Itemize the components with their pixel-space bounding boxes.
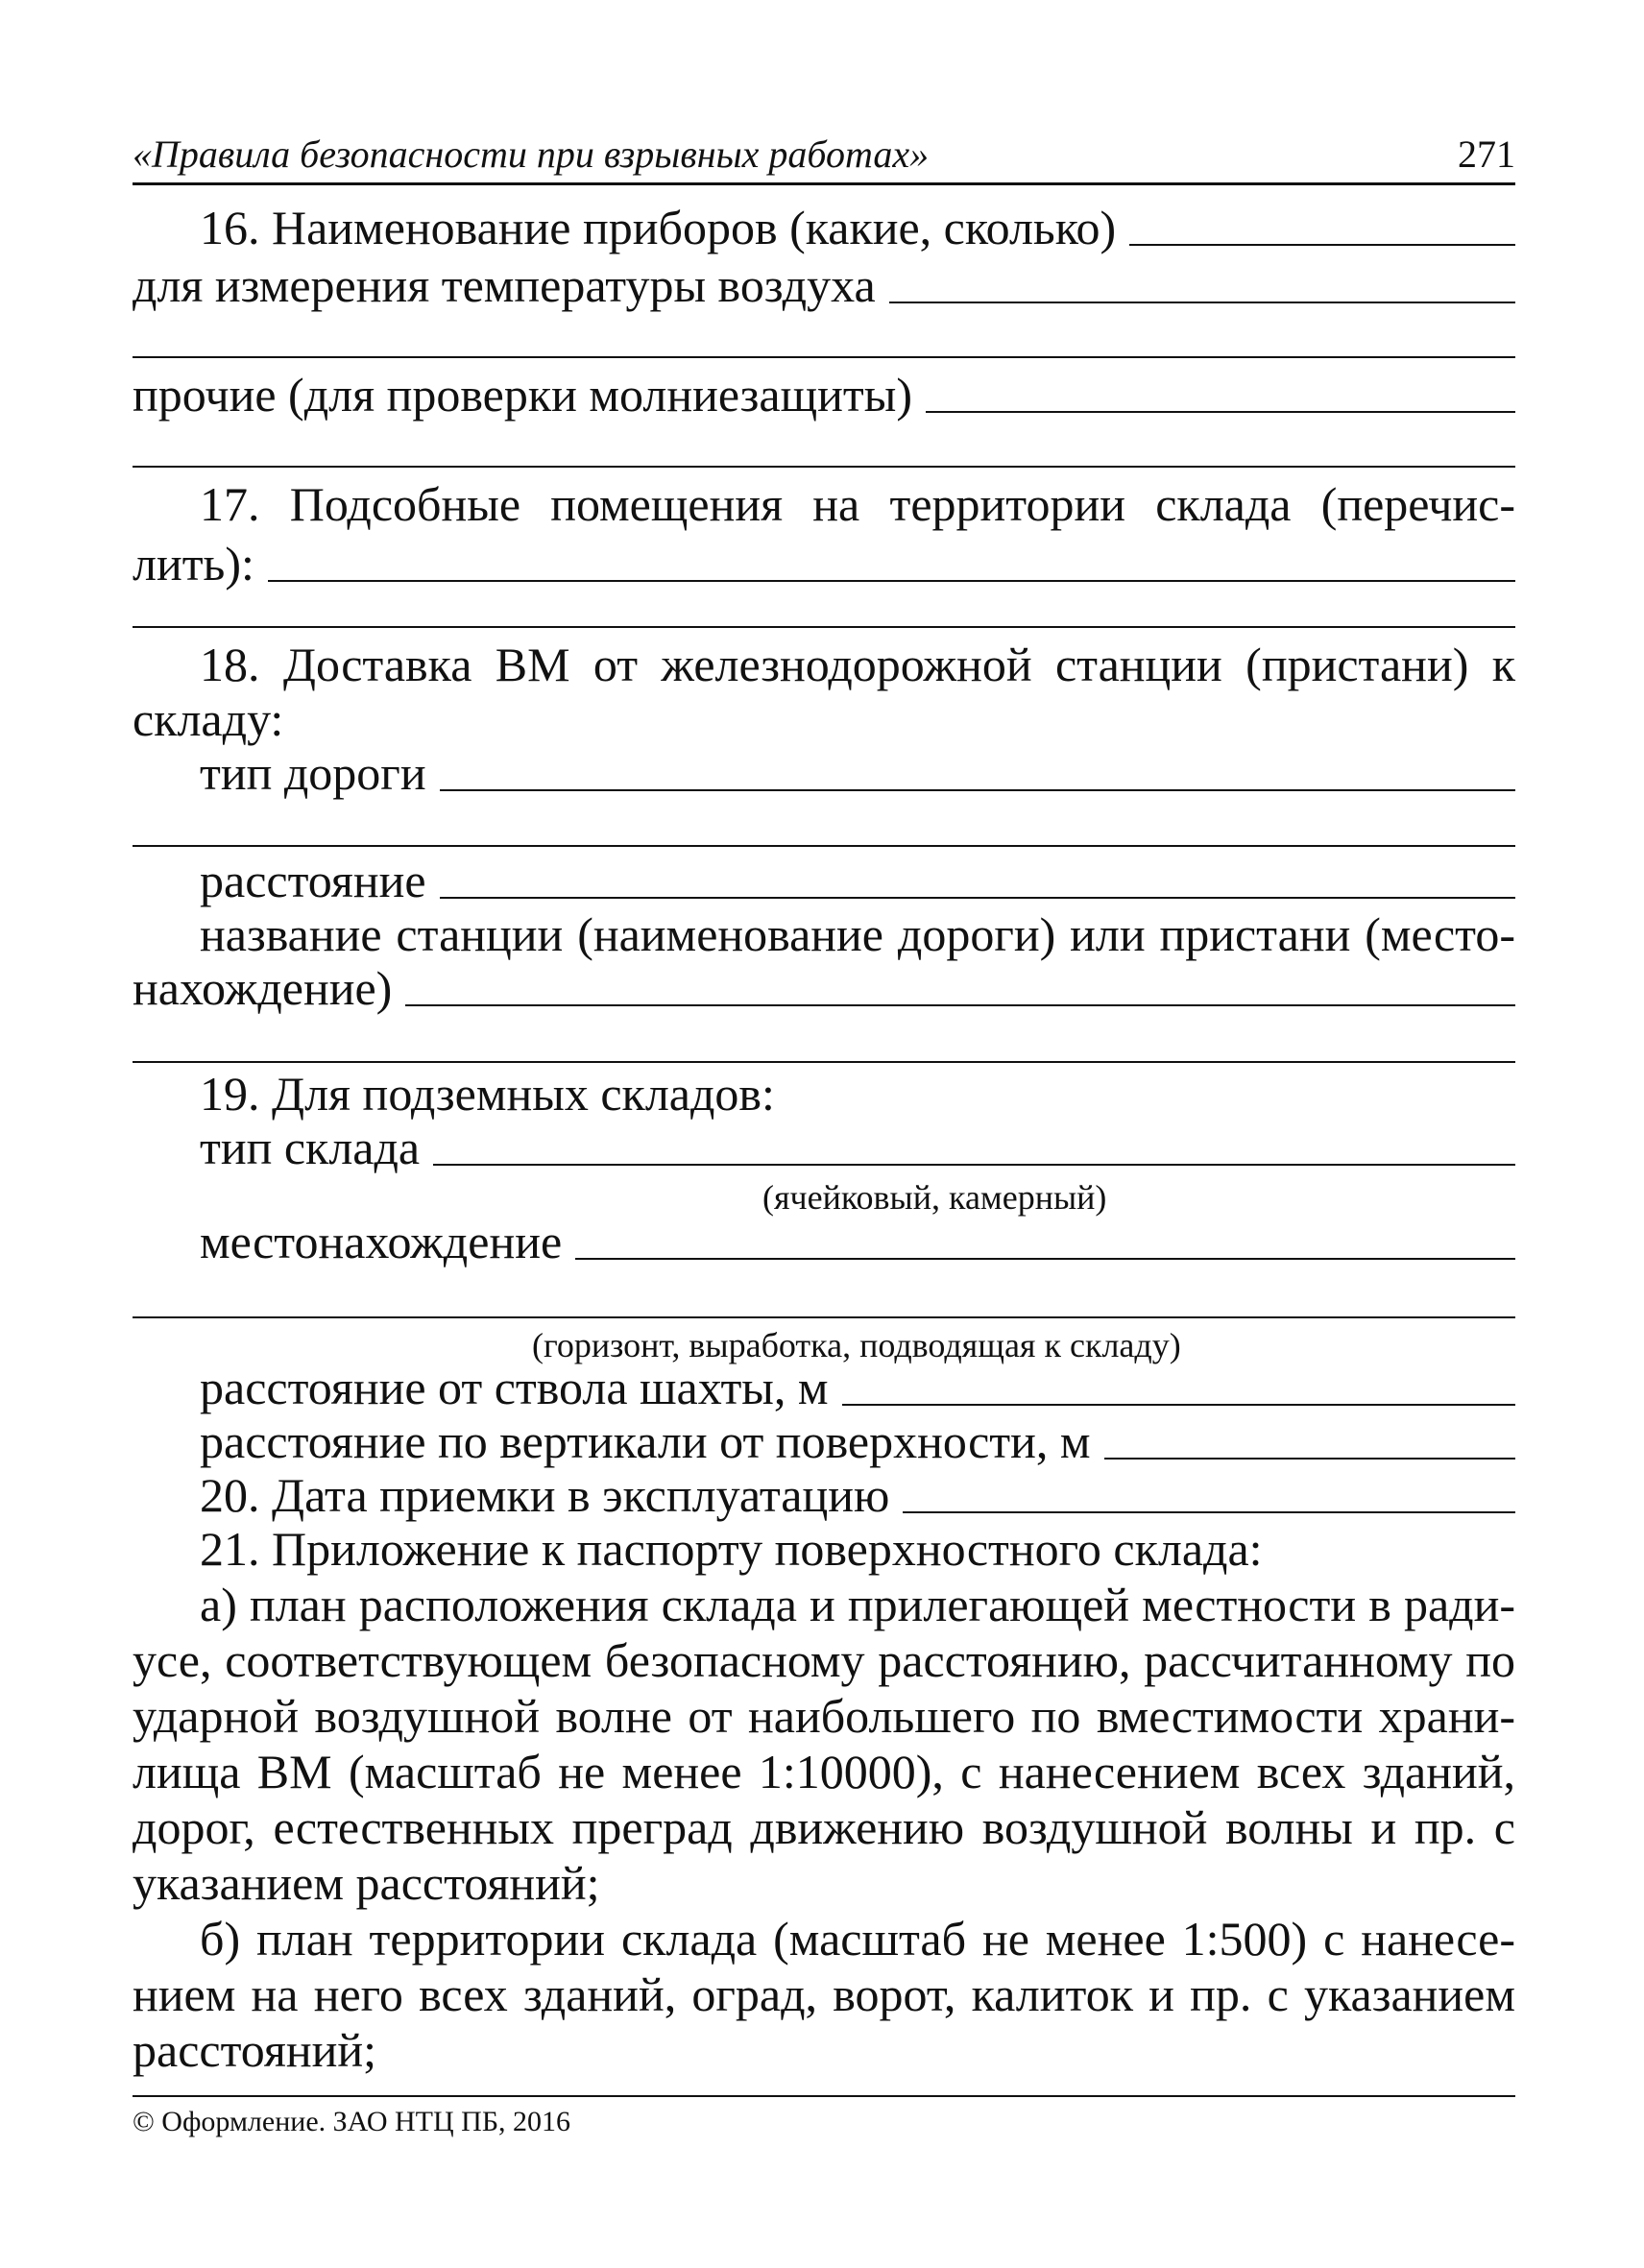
fill-blank[interactable] — [133, 356, 1515, 358]
header-title: «Правила безопасности при взрывных работах» — [133, 133, 930, 176]
fill-blank[interactable] — [433, 1164, 1515, 1166]
item-20-line — [133, 1469, 1515, 1523]
item-16-other-line — [133, 369, 1515, 422]
item-21a-line4 — [133, 1746, 1515, 1799]
fill-blank[interactable] — [1104, 1458, 1515, 1460]
item-18-distance-label: расстояние — [200, 854, 426, 907]
item-19-vertical-label: расстояние по вертикали от поверхности, м — [200, 1414, 1091, 1468]
fill-blank[interactable] — [405, 1004, 1515, 1006]
item-19-shaft-label: расстояние от ствола шахты, м — [200, 1361, 829, 1414]
fill-blank[interactable] — [889, 302, 1515, 303]
item-21a-text: лища ВМ (масштаб не менее 1:10000), с нанесением всех зданий, — [133, 1745, 1515, 1798]
running-header — [133, 127, 1515, 185]
item-19-location-line — [133, 1216, 1515, 1269]
item-18-station-label-cont: нахождение) — [133, 961, 393, 1015]
item-19-type-line — [133, 1122, 1515, 1175]
footer-divider — [133, 2095, 1515, 2097]
fill-blank[interactable] — [133, 1061, 1515, 1063]
item-19-line — [133, 1068, 1515, 1122]
item-19-location-caption: (горизонт, выработка, подводящая к складу) — [532, 1326, 1181, 1364]
item-18-road-label: тип дороги — [200, 746, 426, 800]
fill-blank[interactable] — [926, 411, 1515, 413]
item-21a-line5 — [133, 1801, 1515, 1855]
item-21b-line3 — [133, 2024, 1515, 2078]
fill-blank[interactable] — [133, 626, 1515, 628]
item-19-type-label: тип склада — [200, 1121, 421, 1174]
item-16-temp-line — [133, 259, 1515, 313]
item-16-line — [133, 202, 1515, 255]
item-19-shaft-line — [133, 1362, 1515, 1415]
item-17-line2 — [133, 538, 1515, 591]
item-21a-text: усе, соответствующем безопасному расстоянию, рассчитанному по — [133, 1633, 1515, 1687]
item-21a-line1 — [133, 1579, 1515, 1632]
item-21b-line2 — [133, 1968, 1515, 2022]
item-18-line2 — [133, 693, 1515, 747]
item-21b-text: нием на него всех зданий, оград, ворот, калиток и пр. с указанием — [133, 1967, 1515, 2021]
footer-copyright: © Оформление. ЗАО НТЦ ПБ, 2016 — [133, 2106, 571, 2137]
item-21a-text: дорог, естественных преград движению воздушной волны и пр. с — [133, 1800, 1515, 1854]
item-21a-line6 — [133, 1857, 1515, 1911]
fill-blank[interactable] — [133, 1316, 1515, 1318]
item-16-other-label: прочие (для проверки молниезащиты) — [133, 368, 912, 422]
fill-blank[interactable] — [440, 789, 1515, 791]
fill-blank[interactable] — [268, 580, 1515, 582]
fill-blank[interactable] — [133, 466, 1515, 468]
fill-blank[interactable] — [903, 1511, 1515, 1513]
fill-blank[interactable] — [440, 897, 1515, 899]
item-18-label-cont: складу: — [133, 692, 284, 746]
item-20-label: 20. Дата приемки в эксплуатацию — [200, 1468, 890, 1522]
item-16-temp-label: для измерения температуры воздуха — [133, 258, 876, 312]
fill-blank[interactable] — [133, 845, 1515, 847]
fill-blank[interactable] — [1129, 244, 1515, 246]
item-21a-line3 — [133, 1690, 1515, 1744]
item-17-line — [133, 478, 1515, 532]
item-18-road-line — [133, 747, 1515, 801]
item-18-station-line2 — [133, 962, 1515, 1016]
item-18-line — [133, 639, 1515, 692]
item-21-line — [133, 1523, 1515, 1577]
item-21a-line2 — [133, 1634, 1515, 1688]
page-number: 271 — [1458, 133, 1515, 176]
item-18-distance-line — [133, 855, 1515, 908]
item-18-label: 18. Доставка ВМ от железнодорожной станции (пристани) к — [200, 638, 1515, 691]
item-21b-text: расстояний; — [133, 2023, 376, 2077]
item-19-type-caption: (ячейковый, камерный) — [762, 1178, 1107, 1217]
item-16-label: 16. Наименование приборов (какие, сколько) — [200, 201, 1117, 254]
fill-blank[interactable] — [575, 1258, 1515, 1260]
item-19-vertical-line — [133, 1415, 1515, 1469]
item-21a-text: а) план расположения склада и прилегающей местности в ради- — [200, 1578, 1515, 1631]
item-17-label-cont: лить): — [133, 537, 254, 591]
item-19-title: 19. Для подземных складов: — [200, 1067, 775, 1121]
item-17-label: 17. Подсобные помещения на территории склада (перечис- — [200, 477, 1515, 531]
item-21b-text: б) план территории склада (масштаб не менее 1:500) с нанесе- — [200, 1912, 1515, 1966]
item-21a-text: указанием расстояний; — [133, 1856, 600, 1910]
item-18-station-label: название станции (наименование дороги) или пристани (место- — [200, 907, 1515, 961]
document-page — [133, 0, 1515, 2268]
item-21a-text: ударной воздушной волне от наибольшего по вместимости храни- — [133, 1689, 1515, 1743]
item-21-title: 21. Приложение к паспорту поверхностного склада: — [200, 1522, 1263, 1576]
fill-blank[interactable] — [842, 1404, 1515, 1406]
item-19-location-label: местонахождение — [200, 1215, 563, 1268]
item-21b-line1 — [133, 1913, 1515, 1966]
item-18-station-line — [133, 908, 1515, 962]
